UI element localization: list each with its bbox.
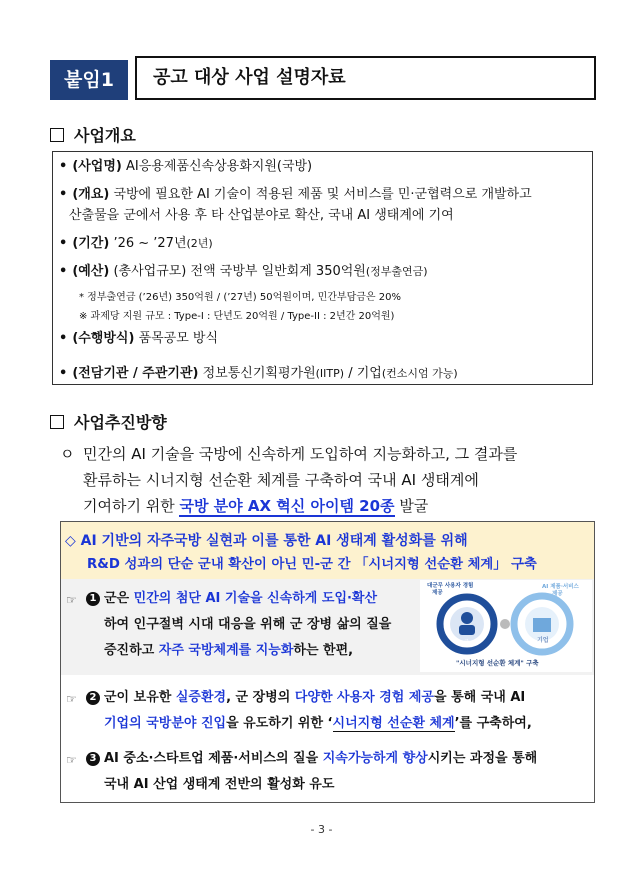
overview-item-agency: • (전담기관 / 주관기관) 정보통신기획평가원(IITP) / 기업(컨소시엄 가능) [59,366,458,381]
header-line-1: ◇ AI 기반의 자주국방 실현과 이를 통한 AI 생태계 활성화를 위해 [65,533,468,549]
text: 을 통해 국내 AI [434,690,526,705]
text: 기여하기 위한 [83,497,180,515]
page-title: 공고 대상 사업 설명자료 [135,56,596,100]
strategy-box-header [61,522,594,579]
highlight-text: 시너지형 선순환 체계 [332,716,455,731]
item-note: (IITP) [315,367,345,380]
direction-paragraph [60,441,600,519]
item-label: (사업명) [72,159,122,174]
header-line-2: R&D 성과의 단순 군내 확산이 아닌 민-군 간 「시너지형 선순환 체계」 구축 [87,557,537,572]
text: 군이 보유한 [104,690,176,705]
item-note: (2년) [186,237,213,250]
page-number: - 3 - [310,823,333,836]
synergy-cycle-illustration [420,580,592,672]
budget-note-2: ※ 과제당 지원 규모 : Type-I : 단년도 20억원 / Type-II : 2년간 20억원) [79,311,395,322]
highlight-text: 지속가능하게 향상 [322,751,428,766]
number-badge: 3 [86,752,100,766]
pointing-hand-icon: ☞ [66,593,77,607]
item-text: 품목공모 방식 [134,331,219,346]
strategy-item-2 [86,685,591,737]
item-label: (예산) [72,264,110,279]
overview-item-period: • (기간) ’26 ~ ’27년(2년) [59,236,213,251]
item-label: (개요) [72,187,110,202]
item-label: (전담기관 / 주관기관) [72,366,199,381]
text: 증진하고 [104,643,159,658]
budget-note-1: * 정부출연금 (’26년) 350억원 / (’27년) 50억원이며, 민간부담금은 20% [79,292,401,303]
text: 발굴 [394,497,429,515]
overview-item-budget: • (예산) (총사업규모) 전액 국방부 일반회계 350억원(정부출연금) [59,264,428,279]
text: ’를 구축하여, [454,716,532,731]
overview-item-summary: • (개요) 국방에 필요한 AI 기술이 적용된 제품 및 서비스를 민·군협력으로 개발하고 [59,187,532,202]
item-text: 산출물을 군에서 사용 후 타 산업분야로 확산, 국내 AI 생태계에 기여 [69,208,454,223]
illus-label: AI 제품·서비스 [542,584,579,590]
direction-line-3 [83,493,600,519]
text: 국내 AI 산업 생태계 전반의 활성화 유도 [104,777,335,792]
text: 하는 한편, [293,643,354,658]
illus-label: 군 [464,639,469,645]
strategy-item-1 [86,586,416,664]
number-badge: 2 [86,691,100,705]
section-heading-text: 사업개요 [74,126,136,145]
plus-icon [500,619,510,629]
item-note: (컨소시엄 가능) [381,367,458,380]
text: 하여 인구절벽 시대 대응을 위해 군 장병 삶의 질을 [104,617,392,632]
direction-line-1: 민간의 AI 기술을 국방에 신속하게 도입하여 지능화하고, 그 결과를 [83,445,518,463]
highlight-text: 민간의 첨단 AI 기술을 신속하게 도입·확산 [133,591,378,606]
attachment-tag: 붙임1 [50,60,128,100]
highlight-text: 다양한 사용자 경험 제공 [294,690,434,705]
item-label: (기간) [72,236,110,251]
item-text: 국방에 필요한 AI 기술이 적용된 제품 및 서비스를 민·군협력으로 개발하고 [109,187,532,202]
highlight-text: 기업의 국방분야 진입 [104,716,227,731]
highlight-text: 실증환경 [175,690,227,705]
text: 을 유도하기 위한 ‘ [226,716,333,731]
item-text: 정보통신기획평가원 [198,366,316,381]
text: , 군 장병의 [226,690,295,705]
checkbox-square-icon [50,128,64,142]
item-text: / 기업 [344,366,382,381]
checkbox-square-icon [50,415,64,429]
highlight-text: 국방 분야 AX 혁신 아이템 20종 [179,497,395,515]
item-text: (총사업규모) 전액 국방부 일반회계 350억원 [109,264,366,279]
item-text: AI응용제품신속상용화지원(국방) [121,159,313,174]
text: 시키는 과정을 통해 [427,751,538,766]
item-text: ’26 ~ ’27년 [109,236,187,251]
text: AI 중소·스타트업 제품·서비스의 질을 [104,751,323,766]
text: 군은 [104,591,134,606]
overview-item-name: • (사업명) AI응용제품신속상용화지원(국방) [59,159,313,174]
number-badge: 1 [86,592,100,606]
overview-box [52,151,593,385]
item-label: (수행방식) [72,331,135,346]
illus-label: 대군무 사용자 경험 [427,583,474,589]
section-heading-overview [50,123,136,146]
illus-label: 기업 [537,637,549,644]
overview-item-summary-line2 [69,207,454,225]
strategy-item-3 [86,746,591,798]
pointing-hand-icon: ☞ [66,753,77,767]
section-heading-direction [50,410,167,433]
pointing-hand-icon: ☞ [66,692,77,706]
section-heading-text: 사업추진방향 [74,413,167,432]
illus-label: 제공 [552,591,563,597]
circle-bullet-icon: ㅇ [60,445,75,463]
illus-caption: "시너지형 선순환 체계" 구축 [456,659,539,667]
item-note: (정부출연금) [365,265,428,278]
highlight-text: 자주 국방체계를 지능화 [158,643,294,658]
illus-label: 제공 [432,590,443,596]
direction-line-2: 환류하는 시너지형 선순환 체계를 구축하여 국내 AI 생태계에 [83,471,479,489]
overview-item-method: • (수행방식) 품목공모 방식 [59,331,219,346]
